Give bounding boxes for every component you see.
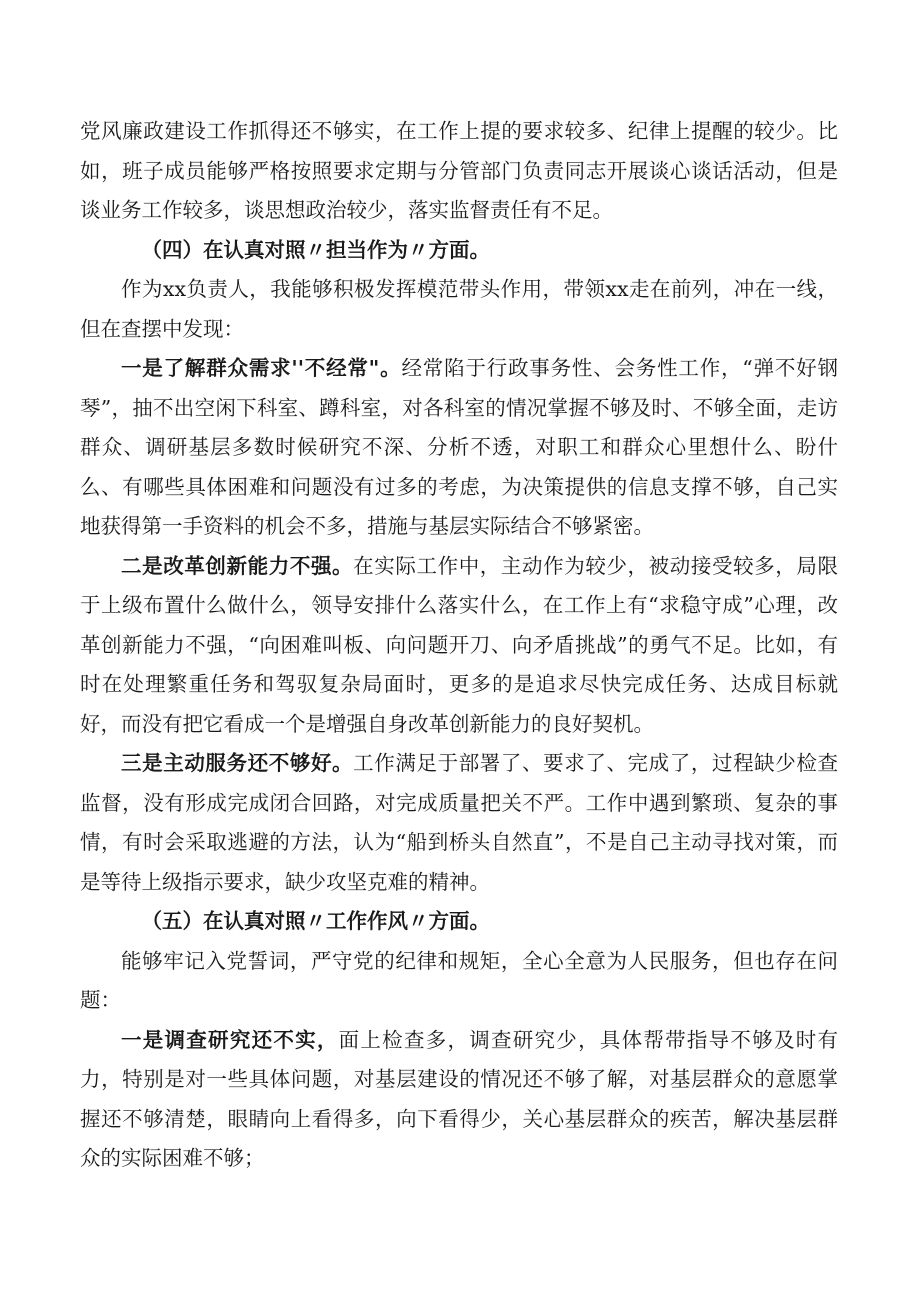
paragraph-intro-4: 作为xx负责人，我能够积极发挥模范带头作用，带领xx走在前列，冲在一线，但在查摆中发现： bbox=[80, 277, 838, 341]
section-heading-4: （四）在认真对照〃担当作为〃方面。 bbox=[141, 237, 490, 262]
paragraph-point-1 bbox=[80, 349, 838, 547]
point-body-2: 在实际工作中，主动作为较少，被动接受较多，局限于上级布置什么做什么，领导安排什么落实什么，在工作上有“求稳守成”心理，改革创新能力不强，“向困难叫板、向问题开刀、向矛盾挑战”的勇气不足。比如，有时在处理繁重任务和驾驭复杂局面时，更多的是追求尽快完成任务、达成目标就好，而没有把它看成一个是增强自身改革创新能力的良好契机。 bbox=[80, 553, 839, 736]
point-lead-2: 二是改革创新能力不强。 bbox=[121, 553, 354, 578]
paragraph-point-4 bbox=[80, 1021, 838, 1179]
paragraph-intro-5: 能够牢记入党誓词，严守党的纪律和规矩，全心全意为人民服务，但也存在问题： bbox=[80, 948, 838, 1012]
paragraph-continuation: 党风廉政建设工作抓得还不够实，在工作上提的要求较多、纪律上提醒的较少。比如，班子成员能够严格按照要求定期与分管部门负责同志开展谈心谈话活动，但是谈业务工作较多，谈思想政治较少，落实监督责任有不足。 bbox=[80, 119, 838, 222]
section-heading-5: （五）在认真对照〃工作作风〃方面。 bbox=[141, 909, 490, 933]
point-body-4: 面上检查多，调查研究少，具体帮带指导不够及时有力，特别是对一些具体问题，对基层建设的情况还不够了解，对基层群众的意愿掌握还不够清楚，眼睛向上看得多，向下看得少，关心基层群众的疾苦，解决基层群众的实际困难不够； bbox=[80, 1027, 838, 1170]
point-body-1: 经常陷于行政事务性、会务性工作，“弹不好钢琴”，抽不出空闲下科室、蹲科室，对各科室的情况掌握不够及时、不够全面，走访群众、调研基层多数时候研究不深、分析不透，对职工和群众心里想什么、盼什么、有哪些具体困难和问题没有过多的考虑，为决策提供的信息支撑不够，自己实地获得第一手资料的机会不多，措施与基层实际结合不够紧密。 bbox=[80, 356, 838, 538]
paragraph-point-2 bbox=[80, 547, 838, 745]
paragraph-point-3 bbox=[80, 744, 838, 902]
point-lead-1: 一是了解群众需求''不经常"。 bbox=[121, 356, 402, 380]
point-lead-4: 一是调查研究还不实， bbox=[121, 1027, 339, 1052]
point-body-3: 工作满足于部署了、要求了、完成了，过程缺少检查监督，没有形成完成闭合回路，对完成质量把关不严。工作中遇到繁琐、复杂的事情，有时会采取逃避的方法，认为“船到桥头自然直”，不是自己主动寻找对策，而是等待上级指示要求，缺少攻坚克难的精神。 bbox=[80, 751, 839, 894]
point-lead-3: 三是主动服务还不够好。 bbox=[121, 751, 354, 775]
